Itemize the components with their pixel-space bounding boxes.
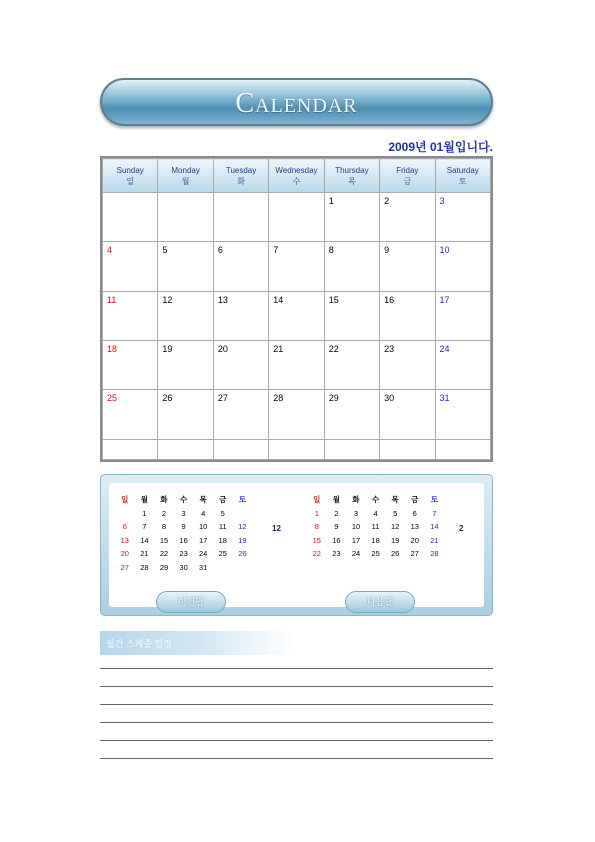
mini-weekday-label: 목 (391, 495, 399, 505)
mini-weekday-label: 수 (371, 495, 380, 505)
mini-calendar-next (307, 493, 447, 561)
mini-day: 19 (391, 535, 400, 545)
mini-day: 29 (159, 562, 169, 572)
mini-day: 27 (120, 562, 129, 572)
weekday-header-monday (158, 159, 213, 193)
memo-header (100, 631, 295, 655)
mini-day: 4 (201, 508, 206, 518)
mini-day: 28 (140, 562, 149, 572)
weekday-name-ko: 토 (458, 176, 467, 186)
day-cell[interactable]: 18 (103, 340, 158, 389)
weekday-name-en: Tuesday (225, 165, 257, 175)
mini-weekday-label: 토 (238, 495, 246, 505)
day-cell[interactable]: 29 (324, 390, 379, 439)
memo-title: 월간 스케줄 일정 (106, 639, 172, 649)
mini-day: 10 (199, 522, 208, 532)
mini-day: 8 (314, 522, 319, 532)
mini-day: 15 (312, 535, 321, 545)
mini-day: 2 (161, 508, 167, 518)
day-cell[interactable]: 16 (380, 291, 435, 340)
day-cell[interactable]: 28 (269, 390, 324, 439)
day-cell[interactable]: 7 (269, 242, 324, 291)
mini-day: 26 (238, 549, 247, 559)
memo-line[interactable] (100, 686, 493, 687)
weekday-name-en: Saturday (446, 165, 479, 175)
mini-week-row (115, 520, 255, 534)
mini-day: 18 (218, 535, 227, 545)
day-cell[interactable]: 14 (269, 291, 324, 340)
mini-day: 16 (179, 535, 188, 545)
weekday-header-row (103, 159, 491, 193)
weekday-header-thursday (324, 159, 379, 193)
calendar-week-row (103, 242, 491, 291)
next-month-button[interactable]: 다음달 (345, 591, 415, 613)
mini-day: 25 (218, 549, 227, 559)
mini-day: 21 (430, 535, 439, 545)
mini-day: 5 (220, 508, 225, 518)
day-cell[interactable] (324, 439, 379, 459)
mini-weekday-label: 금 (411, 495, 419, 505)
weekday-header-friday (380, 159, 435, 193)
weekday-name-en: Sunday (116, 165, 144, 175)
mini-day: 1 (314, 508, 319, 518)
mini-weekday-row (307, 493, 447, 507)
mini-day: 23 (179, 549, 188, 559)
mini-day: 31 (199, 562, 208, 572)
mini-day: 24 (351, 549, 361, 559)
calendar-week-row (103, 291, 491, 340)
mini-day: 28 (430, 549, 439, 559)
mini-day: 15 (159, 535, 169, 545)
day-cell[interactable] (269, 193, 324, 242)
mini-day: 13 (410, 522, 419, 532)
day-cell[interactable]: 2 (380, 193, 435, 242)
day-cell[interactable]: 24 (435, 340, 490, 389)
mini-day: 1 (142, 508, 147, 518)
mini-day: 4 (373, 508, 378, 518)
weekday-name-en: Wednesday (275, 165, 318, 175)
mini-weekday-label: 화 (352, 495, 360, 505)
mini-weekday-label: 금 (219, 495, 227, 505)
mini-calendar-prev (115, 493, 255, 574)
day-cell[interactable]: 6 (213, 242, 268, 291)
weekday-name-en: Thursday (335, 165, 369, 175)
day-cell[interactable]: 9 (380, 242, 435, 291)
day-cell[interactable]: 5 (158, 242, 213, 291)
mini-day: 6 (122, 522, 127, 532)
calendar-week-row (103, 439, 491, 459)
weekday-header-sunday (103, 159, 158, 193)
weekday-header-tuesday (213, 159, 268, 193)
weekday-name-ko: 월 (181, 176, 190, 186)
mini-calendar-panel (100, 474, 493, 616)
day-cell[interactable]: 23 (380, 340, 435, 389)
day-cell[interactable]: 30 (380, 390, 435, 439)
mini-day: 30 (179, 562, 188, 572)
mini-day: 10 (351, 522, 361, 532)
mini-day: 6 (412, 508, 417, 518)
calendar-week-row (103, 340, 491, 389)
day-cell[interactable]: 26 (158, 390, 213, 439)
mini-day: 3 (353, 508, 359, 518)
day-cell[interactable]: 19 (158, 340, 213, 389)
mini-day: 25 (371, 549, 380, 559)
mini-week-row (307, 547, 447, 561)
mini-day: 14 (140, 535, 149, 545)
weekday-header-saturday (435, 159, 490, 193)
memo-line[interactable] (100, 722, 493, 723)
banner-title: Calendar (235, 88, 358, 119)
day-cell[interactable] (380, 439, 435, 459)
day-cell[interactable] (435, 439, 490, 459)
weekday-name-en: Monday (171, 165, 200, 175)
day-cell[interactable] (158, 193, 213, 242)
day-cell[interactable]: 10 (435, 242, 490, 291)
mini-day: 7 (142, 522, 147, 532)
calendar-week-row (103, 390, 491, 439)
day-cell[interactable]: 20 (213, 340, 268, 389)
mini-weekday-label: 일 (121, 495, 129, 505)
weekday-name-ko: 목 (348, 176, 356, 186)
mini-day: 14 (430, 522, 439, 532)
memo-line[interactable] (100, 704, 493, 705)
weekday-name-en: Friday (396, 165, 419, 175)
mini-day: 17 (199, 535, 208, 545)
mini-weekday-label: 일 (313, 495, 321, 505)
mini-weekday-label: 화 (160, 495, 168, 505)
mini-week-row (307, 507, 447, 521)
mini-month-number-prev: 12 (272, 524, 281, 533)
day-cell[interactable] (269, 439, 324, 459)
mini-day: 11 (371, 522, 380, 532)
day-cell[interactable]: 25 (103, 390, 158, 439)
mini-day: 7 (432, 508, 437, 518)
calendar-banner (100, 78, 493, 126)
day-cell[interactable]: 3 (435, 193, 490, 242)
mini-weekday-label: 월 (140, 495, 149, 505)
mini-weekday-label: 목 (199, 495, 207, 505)
calendar-week-row (103, 193, 491, 242)
mini-day: 22 (312, 549, 321, 559)
mini-week-row (307, 520, 447, 534)
mini-week-row (115, 534, 255, 548)
weekday-name-ko: 금 (403, 176, 412, 186)
memo-line[interactable] (100, 758, 493, 759)
mini-day: 3 (181, 508, 186, 518)
day-cell[interactable]: 8 (324, 242, 379, 291)
day-cell[interactable] (213, 193, 268, 242)
mini-weekday-row (115, 493, 255, 507)
mini-weekday-label: 토 (430, 495, 438, 505)
mini-day: 21 (140, 549, 149, 559)
day-cell[interactable]: 11 (103, 291, 158, 340)
mini-week-row (115, 507, 255, 521)
day-cell[interactable]: 27 (213, 390, 268, 439)
day-cell[interactable]: 13 (213, 291, 268, 340)
mini-day: 22 (159, 549, 169, 559)
day-cell[interactable]: 1 (324, 193, 379, 242)
mini-day: 20 (120, 549, 129, 559)
mini-day: 27 (410, 549, 419, 559)
day-cell[interactable]: 15 (324, 291, 379, 340)
mini-weekday-label: 월 (332, 495, 341, 505)
weekday-header-wednesday (269, 159, 324, 193)
month-title: 2009년 01월입니다. (388, 140, 493, 154)
mini-day: 20 (410, 535, 419, 545)
day-cell[interactable]: 4 (103, 242, 158, 291)
day-cell[interactable]: 22 (324, 340, 379, 389)
mini-day: 23 (332, 549, 341, 559)
prev-month-button[interactable]: 이전달 (156, 591, 226, 613)
mini-calendar-inner (109, 483, 484, 607)
weekday-name-ko: 화 (237, 176, 245, 186)
mini-day: 19 (238, 535, 247, 545)
day-cell[interactable]: 12 (158, 291, 213, 340)
day-cell[interactable] (158, 439, 213, 459)
mini-day: 9 (181, 522, 186, 532)
weekday-name-ko: 일 (126, 176, 135, 186)
day-cell[interactable]: 21 (269, 340, 324, 389)
mini-day: 5 (393, 508, 398, 518)
day-cell[interactable] (103, 439, 158, 459)
mini-weekday-label: 수 (179, 495, 188, 505)
mini-day: 16 (332, 535, 341, 545)
mini-day: 12 (391, 522, 400, 532)
mini-month-number-next: 2 (459, 524, 464, 533)
mini-week-row (115, 547, 255, 561)
month-calendar (100, 156, 493, 462)
mini-day: 2 (334, 508, 339, 518)
mini-day: 9 (334, 522, 339, 532)
mini-week-row (307, 534, 447, 548)
mini-day: 17 (351, 535, 361, 545)
day-cell[interactable] (213, 439, 268, 459)
mini-day: 12 (238, 522, 247, 532)
weekday-name-ko: 수 (292, 176, 301, 186)
day-cell[interactable] (103, 193, 158, 242)
mini-week-row (115, 561, 255, 575)
memo-line[interactable] (100, 740, 493, 741)
mini-day: 13 (120, 535, 129, 545)
calendar-grid (103, 193, 491, 460)
day-cell[interactable]: 17 (435, 291, 490, 340)
mini-day: 8 (161, 522, 167, 532)
mini-day: 26 (391, 549, 400, 559)
mini-day: 24 (199, 549, 208, 559)
day-cell[interactable]: 31 (435, 390, 490, 439)
mini-day: 18 (371, 535, 380, 545)
memo-line[interactable] (100, 668, 493, 669)
mini-day: 11 (218, 522, 227, 532)
